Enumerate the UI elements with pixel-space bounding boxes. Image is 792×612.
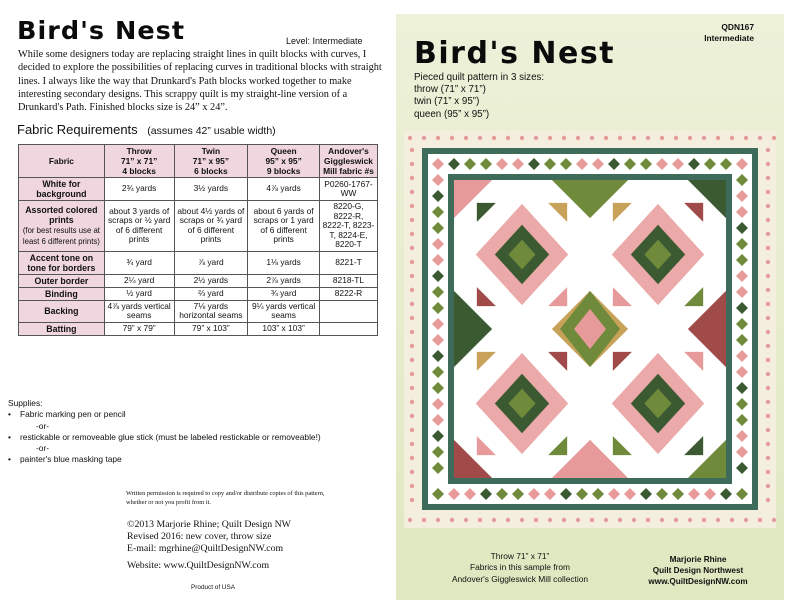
supplies-heading: Supplies: xyxy=(8,398,43,408)
border-flower xyxy=(744,518,748,522)
border-flower xyxy=(766,302,770,306)
border-flower xyxy=(618,518,622,522)
code-number: QDN167 xyxy=(721,22,754,32)
designer-name: Marjorie Rhine xyxy=(669,555,727,564)
table-row xyxy=(19,287,378,300)
cell-twin: ⅔ yard xyxy=(174,287,248,300)
border-flower xyxy=(492,518,496,522)
border-flower xyxy=(744,136,748,140)
border-flower xyxy=(410,442,414,446)
pattern-cover xyxy=(396,14,784,600)
border-flower xyxy=(410,400,414,404)
border-flower xyxy=(766,162,770,166)
quilt-photo xyxy=(404,130,776,528)
border-flower xyxy=(766,358,770,362)
border-flower xyxy=(410,386,414,390)
header-andover: Andover's Giggleswick Mill fabric #s xyxy=(319,145,377,178)
header-throw: Throw 71” x 71” 4 blocks xyxy=(104,145,174,178)
cover-caption xyxy=(420,551,620,585)
border-flower xyxy=(520,136,524,140)
requirements-title: Fabric Requirements xyxy=(17,122,138,137)
or-separator: -or- xyxy=(36,420,50,431)
border-flower xyxy=(632,136,636,140)
product-origin: Product of USA xyxy=(191,584,236,591)
list-item: • restickable or removeable glue stick (must be labeled restickable or removeable!) xyxy=(8,431,321,442)
cell-throw: ¾ yard xyxy=(104,251,174,274)
border-flower xyxy=(766,288,770,292)
border-flower xyxy=(410,414,414,418)
cell-queen: 103” x 103” xyxy=(248,322,320,335)
border-flower xyxy=(688,518,692,522)
cell-andover: 8222-R xyxy=(319,287,377,300)
border-flower xyxy=(410,218,414,222)
supplies-list xyxy=(8,398,393,466)
border-flower xyxy=(520,518,524,522)
border-flower xyxy=(646,518,650,522)
header-twin: Twin 71” x 95” 6 blocks xyxy=(174,145,248,178)
border-flower xyxy=(730,136,734,140)
border-flower xyxy=(688,136,692,140)
cell-twin: about 4½ yards of scraps or ¾ yard of 6 different prints xyxy=(174,201,248,252)
border-flower xyxy=(534,136,538,140)
requirements-heading xyxy=(17,122,276,137)
cell-andover: 8220-G, 8222-R, 8222-T, 8223-T, 8224-E, 8220-T xyxy=(319,201,377,252)
size-twin: twin (71” x 95”) xyxy=(414,96,480,108)
border-flower xyxy=(450,136,454,140)
cell-twin: 7⅛ yards horizontal seams xyxy=(174,300,248,322)
permission-notice: Written permission is required to copy and/or distribute copies of this pattern, whether or not you profit from it. xyxy=(126,490,325,506)
border-flower xyxy=(604,518,608,522)
border-flower xyxy=(702,518,706,522)
table-row xyxy=(19,251,378,274)
level-label: Level: Intermediate xyxy=(286,36,363,46)
border-flower xyxy=(410,428,414,432)
border-flower xyxy=(408,136,412,140)
cell-twin: 79” x 103” xyxy=(174,322,248,335)
border-flower xyxy=(576,518,580,522)
cell-queen: about 6 yards of scraps or 1 yard of 6 different prints xyxy=(248,201,320,252)
border-flower xyxy=(506,136,510,140)
border-flower xyxy=(410,316,414,320)
border-flower xyxy=(436,136,440,140)
border-flower xyxy=(548,518,552,522)
or-separator: -or- xyxy=(36,443,50,454)
border-flower xyxy=(660,136,664,140)
border-flower xyxy=(730,518,734,522)
border-flower xyxy=(478,136,482,140)
border-flower xyxy=(478,518,482,522)
table-header-row xyxy=(19,145,378,178)
list-item: • Fabric marking pen or pencil xyxy=(8,409,126,420)
email-link[interactable]: E-mail: mgrhine@QuiltDesignNW.com xyxy=(127,543,284,555)
website-link[interactable]: Website: www.QuiltDesignNW.com xyxy=(127,559,270,571)
caption-size: Throw 71” x 71” xyxy=(490,551,550,561)
border-flower xyxy=(410,484,414,488)
border-flower xyxy=(576,136,580,140)
border-flower xyxy=(410,246,414,250)
border-flower xyxy=(766,442,770,446)
size-throw: throw (71” x 71”) xyxy=(414,84,486,96)
border-flower xyxy=(766,246,770,250)
border-flower xyxy=(410,260,414,264)
fabric-requirements-table xyxy=(18,144,378,336)
sizes-intro: Pieced quilt pattern in 3 sizes: xyxy=(414,72,545,83)
border-flower xyxy=(506,518,510,522)
cell-queen: 4⅞ yards xyxy=(248,178,320,201)
border-flower xyxy=(646,136,650,140)
header-queen: Queen 95” x 95” 9 blocks xyxy=(248,145,320,178)
table-row xyxy=(19,201,378,252)
pattern-title: Bird's Nest xyxy=(17,16,186,45)
border-flower xyxy=(562,518,566,522)
border-flower xyxy=(766,218,770,222)
border-flower xyxy=(766,484,770,488)
intro-paragraph: While some designers today are replacing straight lines in quilt blocks with curves, I decided to explore the possibilities of replacing curves in traditional blocks with straight lines. I always like the way that Drunkard's Path blocks worked together to make interesting secondary designs. This scrappy quilt is my straight-line version of a Drunkard's Path. Finished blocks size is 24” x 24”. xyxy=(18,49,382,114)
border-flower xyxy=(410,302,414,306)
cell-andover: P0260-1767-WW xyxy=(319,178,377,201)
copyright-line: ©2013 Marjorie Rhine; Quilt Design NW xyxy=(127,519,291,530)
fabric-name-cell: Batting xyxy=(19,322,105,335)
fabric-name-cell: Assorted colored prints (for best results use at least 6 different prints) xyxy=(19,201,105,252)
border-flower xyxy=(772,518,776,522)
border-flower xyxy=(410,162,414,166)
border-flower xyxy=(410,470,414,474)
border-flower xyxy=(766,428,770,432)
border-flower xyxy=(766,498,770,502)
caption-collection: Andover's Giggleswick Mill collection xyxy=(451,573,589,584)
border-flower xyxy=(410,288,414,292)
border-flower xyxy=(410,358,414,362)
fabric-name-cell: Binding xyxy=(19,287,105,300)
cell-throw: 2¾ yards xyxy=(104,178,174,201)
cell-twin: 2½ yards xyxy=(174,274,248,287)
border-flower xyxy=(772,136,776,140)
cell-throw: 4⅞ yards vertical seams xyxy=(104,300,174,322)
border-flower xyxy=(766,470,770,474)
border-flower xyxy=(758,518,762,522)
border-flower xyxy=(766,414,770,418)
border-flower xyxy=(410,274,414,278)
cell-queen: ¾ yard xyxy=(248,287,320,300)
cell-twin: 3½ yards xyxy=(174,178,248,201)
border-flower xyxy=(422,136,426,140)
border-flower xyxy=(716,518,720,522)
table-row xyxy=(19,300,378,322)
border-flower xyxy=(464,136,468,140)
sizes-block xyxy=(414,72,544,121)
border-flower xyxy=(618,136,622,140)
cell-throw: 2¼ yard xyxy=(104,274,174,287)
border-flower xyxy=(766,176,770,180)
cell-throw: ½ yard xyxy=(104,287,174,300)
fabric-name-cell: Outer border xyxy=(19,274,105,287)
border-flower xyxy=(766,344,770,348)
border-flower xyxy=(766,330,770,334)
border-flower xyxy=(408,518,412,522)
cell-throw: 79” x 79” xyxy=(104,322,174,335)
border-flower xyxy=(660,518,664,522)
list-item: • painter's blue masking tape xyxy=(8,454,122,465)
border-flower xyxy=(590,136,594,140)
border-flower xyxy=(674,136,678,140)
cell-queen: 2⅞ yards xyxy=(248,274,320,287)
border-flower xyxy=(632,518,636,522)
border-flower xyxy=(702,136,706,140)
border-flower xyxy=(766,400,770,404)
cell-queen: 9¼ yards vertical seams xyxy=(248,300,320,322)
border-flower xyxy=(410,176,414,180)
border-flower xyxy=(716,136,720,140)
header-fabric: Fabric xyxy=(19,145,105,178)
border-flower xyxy=(410,456,414,460)
fabric-name-cell: Backing xyxy=(19,300,105,322)
cell-twin: ⅞ yard xyxy=(174,251,248,274)
border-flower xyxy=(766,456,770,460)
border-flower xyxy=(766,274,770,278)
border-flower xyxy=(562,136,566,140)
border-flower xyxy=(766,386,770,390)
fabric-name-cell: White for background xyxy=(19,178,105,201)
border-flower xyxy=(766,372,770,376)
border-flower xyxy=(534,518,538,522)
requirements-subtitle: (assumes 42” usable width) xyxy=(147,125,276,137)
border-flower xyxy=(766,148,770,152)
border-flower xyxy=(410,372,414,376)
border-flower xyxy=(674,518,678,522)
cell-queen: 1⅛ yards xyxy=(248,251,320,274)
border-flower xyxy=(410,330,414,334)
table-row xyxy=(19,178,378,201)
designer-credit xyxy=(628,554,768,587)
border-flower xyxy=(766,260,770,264)
size-queen: queen (95” x 95”) xyxy=(414,108,490,120)
cover-title: Bird's Nest xyxy=(414,36,616,71)
revised-line: Revised 2016: new cover, throw size xyxy=(127,531,272,543)
cell-andover xyxy=(319,322,377,335)
cell-andover xyxy=(319,300,377,322)
border-flower xyxy=(422,518,426,522)
cell-andover: 8218-TL xyxy=(319,274,377,287)
border-flower xyxy=(410,498,414,502)
border-flower xyxy=(766,204,770,208)
border-flower xyxy=(410,232,414,236)
border-flower xyxy=(766,232,770,236)
border-flower xyxy=(410,344,414,348)
border-flower xyxy=(464,518,468,522)
caption-fabrics: Fabrics in this sample from xyxy=(469,562,571,573)
cover-level: Intermediate xyxy=(704,33,754,43)
border-flower xyxy=(766,190,770,194)
company-website[interactable]: www.QuiltDesignNW.com xyxy=(648,577,748,586)
cell-throw: about 3 yards of scraps or ½ yard of 6 different prints xyxy=(104,201,174,252)
border-flower xyxy=(548,136,552,140)
border-flower xyxy=(410,204,414,208)
border-flower xyxy=(590,518,594,522)
border-flower xyxy=(410,148,414,152)
pattern-code xyxy=(704,22,754,44)
table-row xyxy=(19,322,378,335)
border-flower xyxy=(766,316,770,320)
fabric-name-cell: Accent tone on tone for borders xyxy=(19,251,105,274)
border-flower xyxy=(492,136,496,140)
border-flower xyxy=(410,190,414,194)
contact-block xyxy=(127,519,367,572)
company-name: Quilt Design Northwest xyxy=(652,566,744,575)
border-flower xyxy=(758,136,762,140)
border-flower xyxy=(436,518,440,522)
border-flower xyxy=(604,136,608,140)
border-flower xyxy=(450,518,454,522)
table-row xyxy=(19,274,378,287)
cell-andover: 8221-T xyxy=(319,251,377,274)
